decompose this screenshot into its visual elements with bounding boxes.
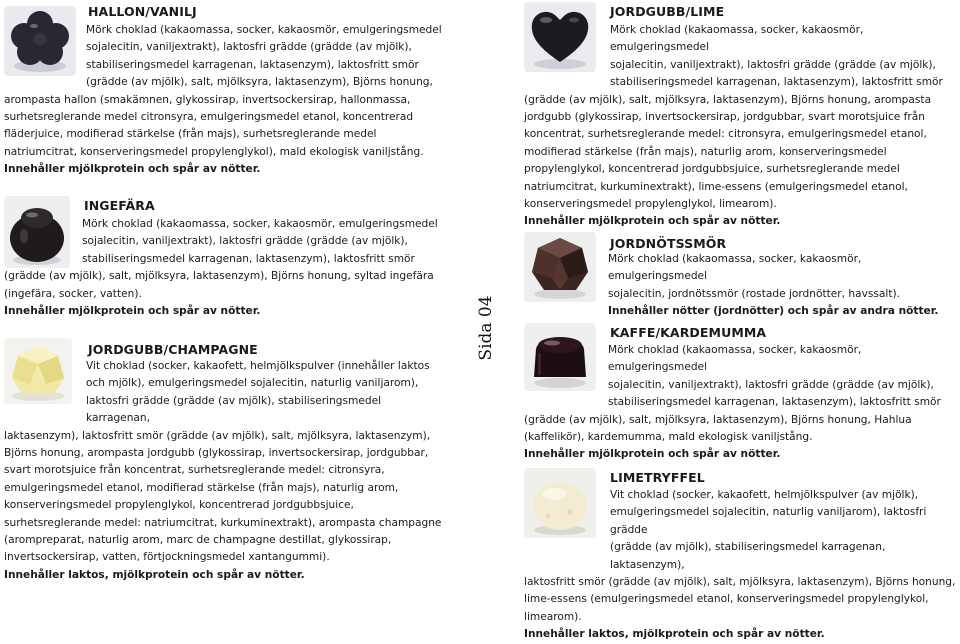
ingredient-line: (grädde (av mjölk), salt, mjölksyra, laktasenzym), Björns honung, xyxy=(86,76,433,89)
page-number-text: Sida 04 xyxy=(476,295,496,361)
ingredient-line: (grädde (av mjölk), salt, mjölksyra, laktasenzym), Björns honung, arompasta xyxy=(524,93,932,106)
ingredients xyxy=(4,22,444,179)
ingredients xyxy=(524,22,956,231)
ingredient-line: och mjölk), emulgeringsmedel sojalecitin, naturlig vaniljarom), xyxy=(86,377,419,390)
allergen-note: Innehåller mjölkprotein och spår av nötter. xyxy=(524,448,781,461)
ingredient-line: fläderjuice, modifierad stärkelse (från majs), surhetsreglerande medel xyxy=(4,128,377,141)
product-title: JORDGUBB/LIME xyxy=(610,4,725,19)
ingredient-line: emulgeringsmedel etanol, modifierad stärkelse (från majs), naturlig arom, xyxy=(4,481,399,494)
ingredient-line: Mörk choklad (kakaomassa, socker, kakaosmör, emulgeringsmedel xyxy=(86,24,442,36)
product-title: KAFFE/KARDEMUMMA xyxy=(610,325,767,340)
ingredients xyxy=(4,216,444,320)
ingredient-line: modifierad stärkelse (från majs), naturlig arom, konserveringsmedel xyxy=(524,145,887,158)
ingredient-line: stabiliseringsmedel karragenan, laktasenzym), laktosfritt smör xyxy=(82,252,415,265)
ingredient-line: Mörk choklad (kakaomassa, socker, kakaosmör, emulgeringsmedel xyxy=(608,344,862,374)
ingredient-line: lime-essens (emulgeringsmedel etanol, konserveringsmedel propylenglykol, xyxy=(524,593,929,606)
ingredients xyxy=(524,251,956,321)
ingredient-line: natriumcitrat, kurkuminextrakt), lime-essens (emulgeringsmedel etanol, xyxy=(524,180,908,193)
ingredient-line: (kaffelikör), kardemumma, mald ekologisk vaniljstång. xyxy=(524,431,813,444)
ingredients xyxy=(524,487,956,644)
ingredient-line: Vit choklad (socker, kakaofett, helmjölkspulver (innehåller laktos xyxy=(86,360,430,372)
ingredient-line: (grädde (av mjölk), stabiliseringsmedel karragenan, laktasenzym), xyxy=(610,541,886,571)
ingredient-line: (arompreparat, naturlig arom, marc de champagne destillat, glykossirap, xyxy=(4,534,392,547)
ingredient-line: surhetsreglerande medel: natriumcitrat, kurkuminextrakt), arompasta champagne xyxy=(4,516,442,529)
ingredient-line: invertsockersirap, vatten, förtjockningsmedel xantangummi). xyxy=(4,551,330,564)
ingredient-line: Mörk choklad (kakaomassa, socker, kakaosmör, emulgeringsmedel xyxy=(82,218,438,230)
product-title: INGEFÄRA xyxy=(84,198,155,213)
ingredient-line: konserveringsmedel propylenglykol, koncentrerad jordgubbsjuice, xyxy=(4,499,354,512)
product-title: HALLON/VANILJ xyxy=(88,4,197,19)
ingredient-line: Björns honung, arompasta jordgubb (glykossirap, invertsockersirap, jordgubbar, xyxy=(4,447,429,460)
ingredient-line: sojalecitin, vaniljextrakt), laktosfri grädde (grädde (av mjölk), xyxy=(608,378,934,391)
allergen-note: Innehåller mjölkprotein och spår av nötter. xyxy=(524,215,781,228)
ingredient-line: sojalecitin, vaniljextrakt), laktosfri grädde (grädde (av mjölk), xyxy=(610,58,936,71)
ingredient-line: natriumcitrat, konserveringsmedel propylenglykol), mald ekologisk vaniljstång. xyxy=(4,145,424,158)
allergen-note: Innehåller mjölkprotein och spår av nötter. xyxy=(4,305,261,318)
ingredient-line: sojalecitin, vaniljextrakt), laktosfri grädde (grädde (av mjölk), xyxy=(82,235,408,248)
ingredient-line: Mörk choklad (kakaomassa, socker, kakaosmör, emulgeringsmedel xyxy=(608,253,862,283)
ingredient-line: laktosfri grädde (grädde (av mjölk), stabiliseringsmedel karragenan, xyxy=(86,394,382,425)
allergen-note: Innehåller laktos, mjölkprotein och spår av nötter. xyxy=(524,628,825,641)
ingredient-line: (ingefära, socker, vatten). xyxy=(4,287,142,300)
ingredient-line: propylenglykol, koncentrerad jordgubbsjuice, surhetsreglerande medel xyxy=(524,163,900,176)
ingredient-line: stabiliseringsmedel karragenan, laktasenzym), laktosfritt smör xyxy=(608,396,941,409)
ingredient-line: svart morotsjuice från koncentrat, surhetsreglerande medel: citronsyra, xyxy=(4,464,385,477)
ingredient-line: (grädde (av mjölk), salt, mjölksyra, laktasenzym), Björns honung, syltad ingefära xyxy=(4,270,434,283)
ingredient-line: sojalecitin, jordnötssmör (rostade jordnötter, havssalt). xyxy=(608,287,900,300)
ingredient-line: sojalecitin, vaniljextrakt), laktosfri grädde (grädde (av mjölk), xyxy=(86,41,412,54)
ingredient-line: (grädde (av mjölk), salt, mjölksyra, laktasenzym), Björns honung, Hahlua xyxy=(524,413,912,426)
allergen-note: Innehåller laktos, mjölkprotein och spår av nötter. xyxy=(4,568,305,581)
allergen-note: Innehåller nötter (jordnötter) och spår av andra nötter. xyxy=(608,305,939,318)
product-title: LIMETRYFFEL xyxy=(610,470,705,485)
ingredient-line: laktosfritt smör (grädde (av mjölk), salt, mjölksyra, laktasenzym), Björns honung, xyxy=(524,576,956,589)
ingredient-line: stabiliseringsmedel karragenan, laktasenzym), laktosfritt smör xyxy=(86,58,419,71)
ingredient-line: koncentrat, surhetsreglerande medel: citronsyra, emulgeringsmedel etanol, xyxy=(524,128,927,141)
product-title: JORDNÖTSSMÖR xyxy=(610,236,727,251)
page-number-label xyxy=(466,290,502,370)
ingredient-line: Mörk choklad (kakaomassa, socker, kakaosmör, emulgeringsmedel xyxy=(610,24,864,54)
ingredient-line: stabiliseringsmedel karragenan, laktasenzym), laktosfritt smör xyxy=(610,76,943,89)
ingredient-line: Vit choklad (socker, kakaofett, helmjölkspulver (av mjölk), xyxy=(610,489,919,501)
ingredient-line: jordgubb (glykossirap, invertsockersirap, jordgubbar, svart morotsjuice från xyxy=(524,111,925,124)
ingredient-line: surhetsreglerande medel citronsyra, emulgeringsmedel etanol, koncentrerad xyxy=(4,111,414,124)
ingredient-line: emulgeringsmedel sojalecitin, naturlig vaniljarom), laktosfri grädde xyxy=(610,506,927,536)
ingredients xyxy=(4,358,444,584)
ingredient-line: konserveringsmedel propylenglykol, limearom). xyxy=(524,198,777,211)
allergen-note: Innehåller mjölkprotein och spår av nötter. xyxy=(4,163,261,176)
ingredient-line: limearom). xyxy=(524,610,582,623)
product-title: JORDGUBB/CHAMPAGNE xyxy=(88,342,258,357)
ingredient-line: laktasenzym), laktosfritt smör (grädde (av mjölk), salt, mjölksyra, laktasenzym), xyxy=(4,429,431,442)
ingredients xyxy=(524,342,956,464)
ingredient-line: arompasta hallon (smakämnen, glykossirap, invertsockersirap, hallonmassa, xyxy=(4,93,411,106)
